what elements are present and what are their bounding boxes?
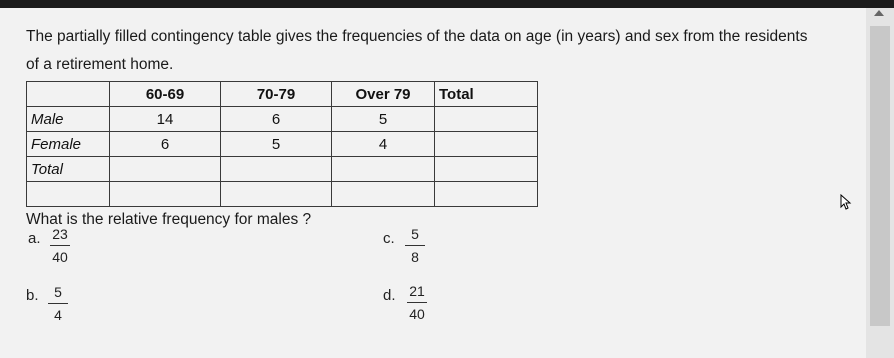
option-fraction [50,226,70,265]
option-fraction [405,226,425,265]
table-cell [435,157,538,182]
option-letter: c. [383,230,395,247]
fraction-bar [50,245,70,246]
table-row [27,157,538,182]
table-cell: 6 [110,132,221,157]
table-row [27,182,538,207]
table-cell [435,182,538,207]
denominator: 40 [52,249,68,265]
mouse-cursor-icon [840,194,852,210]
table-cell: 5 [221,132,332,157]
table-cell [221,182,332,207]
table-corner-cell [27,82,110,107]
fraction-bar [405,245,425,246]
column-header: 70-79 [221,82,332,107]
row-header: Female [27,132,110,157]
option-fraction [48,284,68,323]
screen [0,8,866,358]
row-header: Male [27,107,110,132]
numerator: 21 [409,283,425,299]
row-header [27,182,110,207]
table-cell: 4 [332,132,435,157]
numerator: 5 [54,284,62,300]
table-cell [435,107,538,132]
denominator: 40 [409,306,425,322]
column-header: Total [435,82,538,107]
numerator: 5 [411,226,419,242]
contingency-table [26,81,538,207]
question-text-line-2: of a retirement home. [26,56,174,73]
table-row [27,132,538,157]
denominator: 8 [411,249,419,265]
table-cell [435,132,538,157]
table-cell: 6 [221,107,332,132]
row-header: Total [27,157,110,182]
table-cell: 5 [332,107,435,132]
table-row [27,107,538,132]
fraction-bar [407,302,427,303]
option-letter: a. [28,230,41,247]
scroll-up-arrow-icon[interactable] [874,10,884,16]
denominator: 4 [54,307,62,323]
table-header-row [27,82,538,107]
question-prompt: What is the relative frequency for males ? [26,211,312,228]
numerator: 23 [52,226,68,242]
scrollbar-thumb[interactable] [870,26,890,326]
option-letter: d. [383,287,396,304]
question-text-line-1: The partially filled contingency table gives the frequencies of the data on age (in years) and sex from the residents [26,28,808,45]
fraction-bar [48,303,68,304]
column-header: 60-69 [110,82,221,107]
option-letter: b. [26,287,39,304]
table-cell [332,182,435,207]
column-header: Over 79 [332,82,435,107]
table-cell: 14 [110,107,221,132]
vertical-scrollbar[interactable] [866,8,894,358]
table-cell [110,157,221,182]
table-cell [332,157,435,182]
table-cell [110,182,221,207]
table-cell [221,157,332,182]
option-fraction [407,283,427,322]
